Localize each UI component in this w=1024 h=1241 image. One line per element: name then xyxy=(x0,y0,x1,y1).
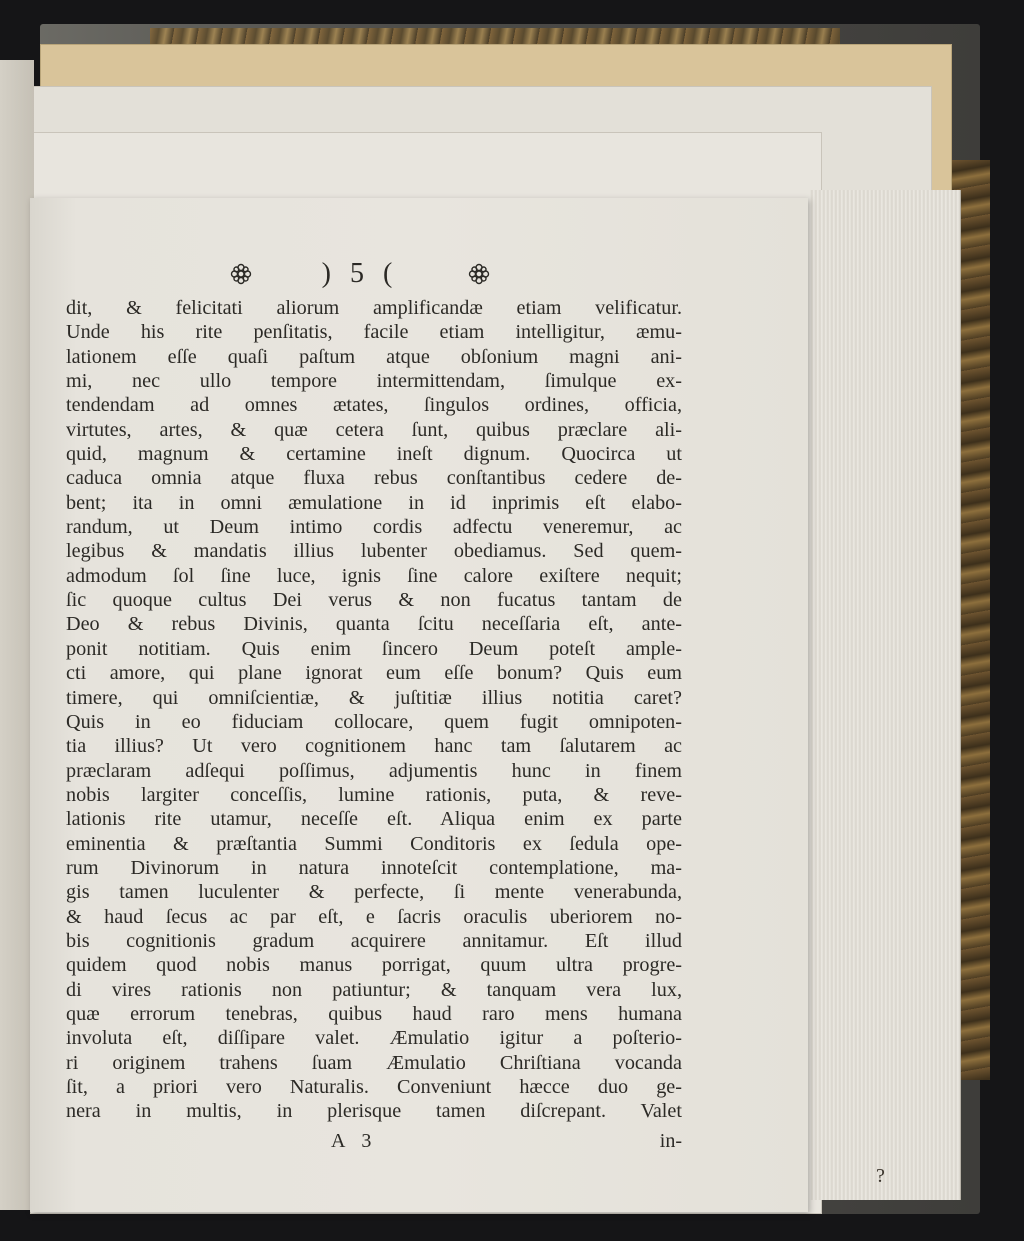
page-header xyxy=(230,258,490,290)
text-line: rum Divinorum in natura innoteſcit contemplatione, ma- xyxy=(66,856,682,879)
text-line: ri originem trahens ſuam Æmulatio Chriſtiana vocanda xyxy=(66,1051,682,1074)
facing-page-edge xyxy=(0,60,34,1210)
page-edges xyxy=(810,190,961,1200)
signature-mark: A 3 xyxy=(331,1130,378,1152)
body-text xyxy=(66,296,682,1124)
flower-ornament-icon xyxy=(230,263,252,285)
text-line: ſic quoque cultus Dei verus & non fucatus tantam de xyxy=(66,589,682,612)
text-line: nera in multis, in plerisque tamen diſcrepant. Valet xyxy=(66,1100,682,1123)
text-line: dit, & felicitati aliorum amplificandæ etiam velificatur. xyxy=(66,297,682,319)
page-footer xyxy=(66,1130,682,1156)
text-line: lationem eſſe quaſi paſtum atque obſonium magni ani- xyxy=(66,345,682,368)
text-line: admodum ſol ſine luce, ignis ſine calore exiſtere nequit; xyxy=(66,564,682,587)
text-line: quæ errorum tenebras, quibus haud raro mens humana xyxy=(66,1002,682,1025)
running-head: ) 5 ( xyxy=(321,258,399,289)
text-line: Deo & rebus Divinis, quanta ſcitu neceſſaria eſt, ante- xyxy=(66,613,682,636)
text-line: randum, ut Deum intimo cordis adfectu veneremur, ac xyxy=(66,516,682,539)
text-line: cti amore, qui plane ignorat eum eſſe bonum? Quis eum xyxy=(66,662,682,685)
text-line: tendendam ad omnes ætates, ſingulos ordines, officia, xyxy=(66,394,682,417)
text-line: mi, nec ullo tempore intermittendam, ſimulque ex- xyxy=(66,370,682,393)
text-line: ponit notitiam. Quis enim ſincero Deum poteſt ample- xyxy=(66,637,682,660)
text-line: ſit, a priori vero Naturalis. Conveniunt hæcce duo ge- xyxy=(66,1076,682,1098)
text-line: lationis rite utamur, neceſſe eſt. Aliqua enim ex parte xyxy=(66,808,682,831)
text-line: gis tamen luculenter & perfecte, ſi mente venerabunda, xyxy=(66,881,682,904)
text-line: bent; ita in omni æmulatione in id inprimis eſt elabo- xyxy=(66,491,682,514)
text-line: di vires rationis non patiuntur; & tanquam vera lux, xyxy=(66,978,682,1001)
flower-ornament-icon xyxy=(468,263,490,285)
text-line: nobis largiter conceſſis, lumine rationis, puta, & reve- xyxy=(66,783,682,806)
text-line: & haud ſecus ac par eſt, e ſacris oraculis uberiorem no- xyxy=(66,905,682,928)
text-line: timere, qui omniſcientiæ, & juſtitiæ illius notitia caret? xyxy=(66,686,682,709)
text-line: quid, magnum & certamine ineſt dignum. Quocirca ut xyxy=(66,443,682,466)
text-line: legibus & mandatis illius lubenter obediamus. Sed quem- xyxy=(66,540,682,563)
text-line: tia illius? Ut vero cognitionem hanc tam ſalutarem ac xyxy=(66,735,682,758)
text-line: præclaram adſequi poſſimus, adjumentis hunc in finem xyxy=(66,759,682,782)
text-line: eminentia & præſtantia Summi Conditoris ex ſedula ope- xyxy=(66,832,682,855)
text-line: Unde his rite penſitatis, facile etiam intelligitur, æmu- xyxy=(66,321,682,344)
text-line: involuta eſt, diſſipare valet. Æmulatio igitur a poſterio- xyxy=(66,1027,682,1050)
text-line: quidem quod nobis manus porrigat, quum ultra progre- xyxy=(66,954,682,977)
text-line: bis cognitionis gradum acquirere annitamur. Eſt illud xyxy=(66,929,682,952)
text-line: virtutes, artes, & quæ cetera ſunt, quibus præclare ali- xyxy=(66,418,682,441)
edge-mark: ? xyxy=(876,1165,885,1187)
text-line: caduca omnia atque fluxa rebus conſtantibus cedere de- xyxy=(66,467,682,490)
catchword: in- xyxy=(659,1130,682,1152)
text-line: Quis in eo fiduciam collocare, quem fugit omnipoten- xyxy=(66,710,682,733)
